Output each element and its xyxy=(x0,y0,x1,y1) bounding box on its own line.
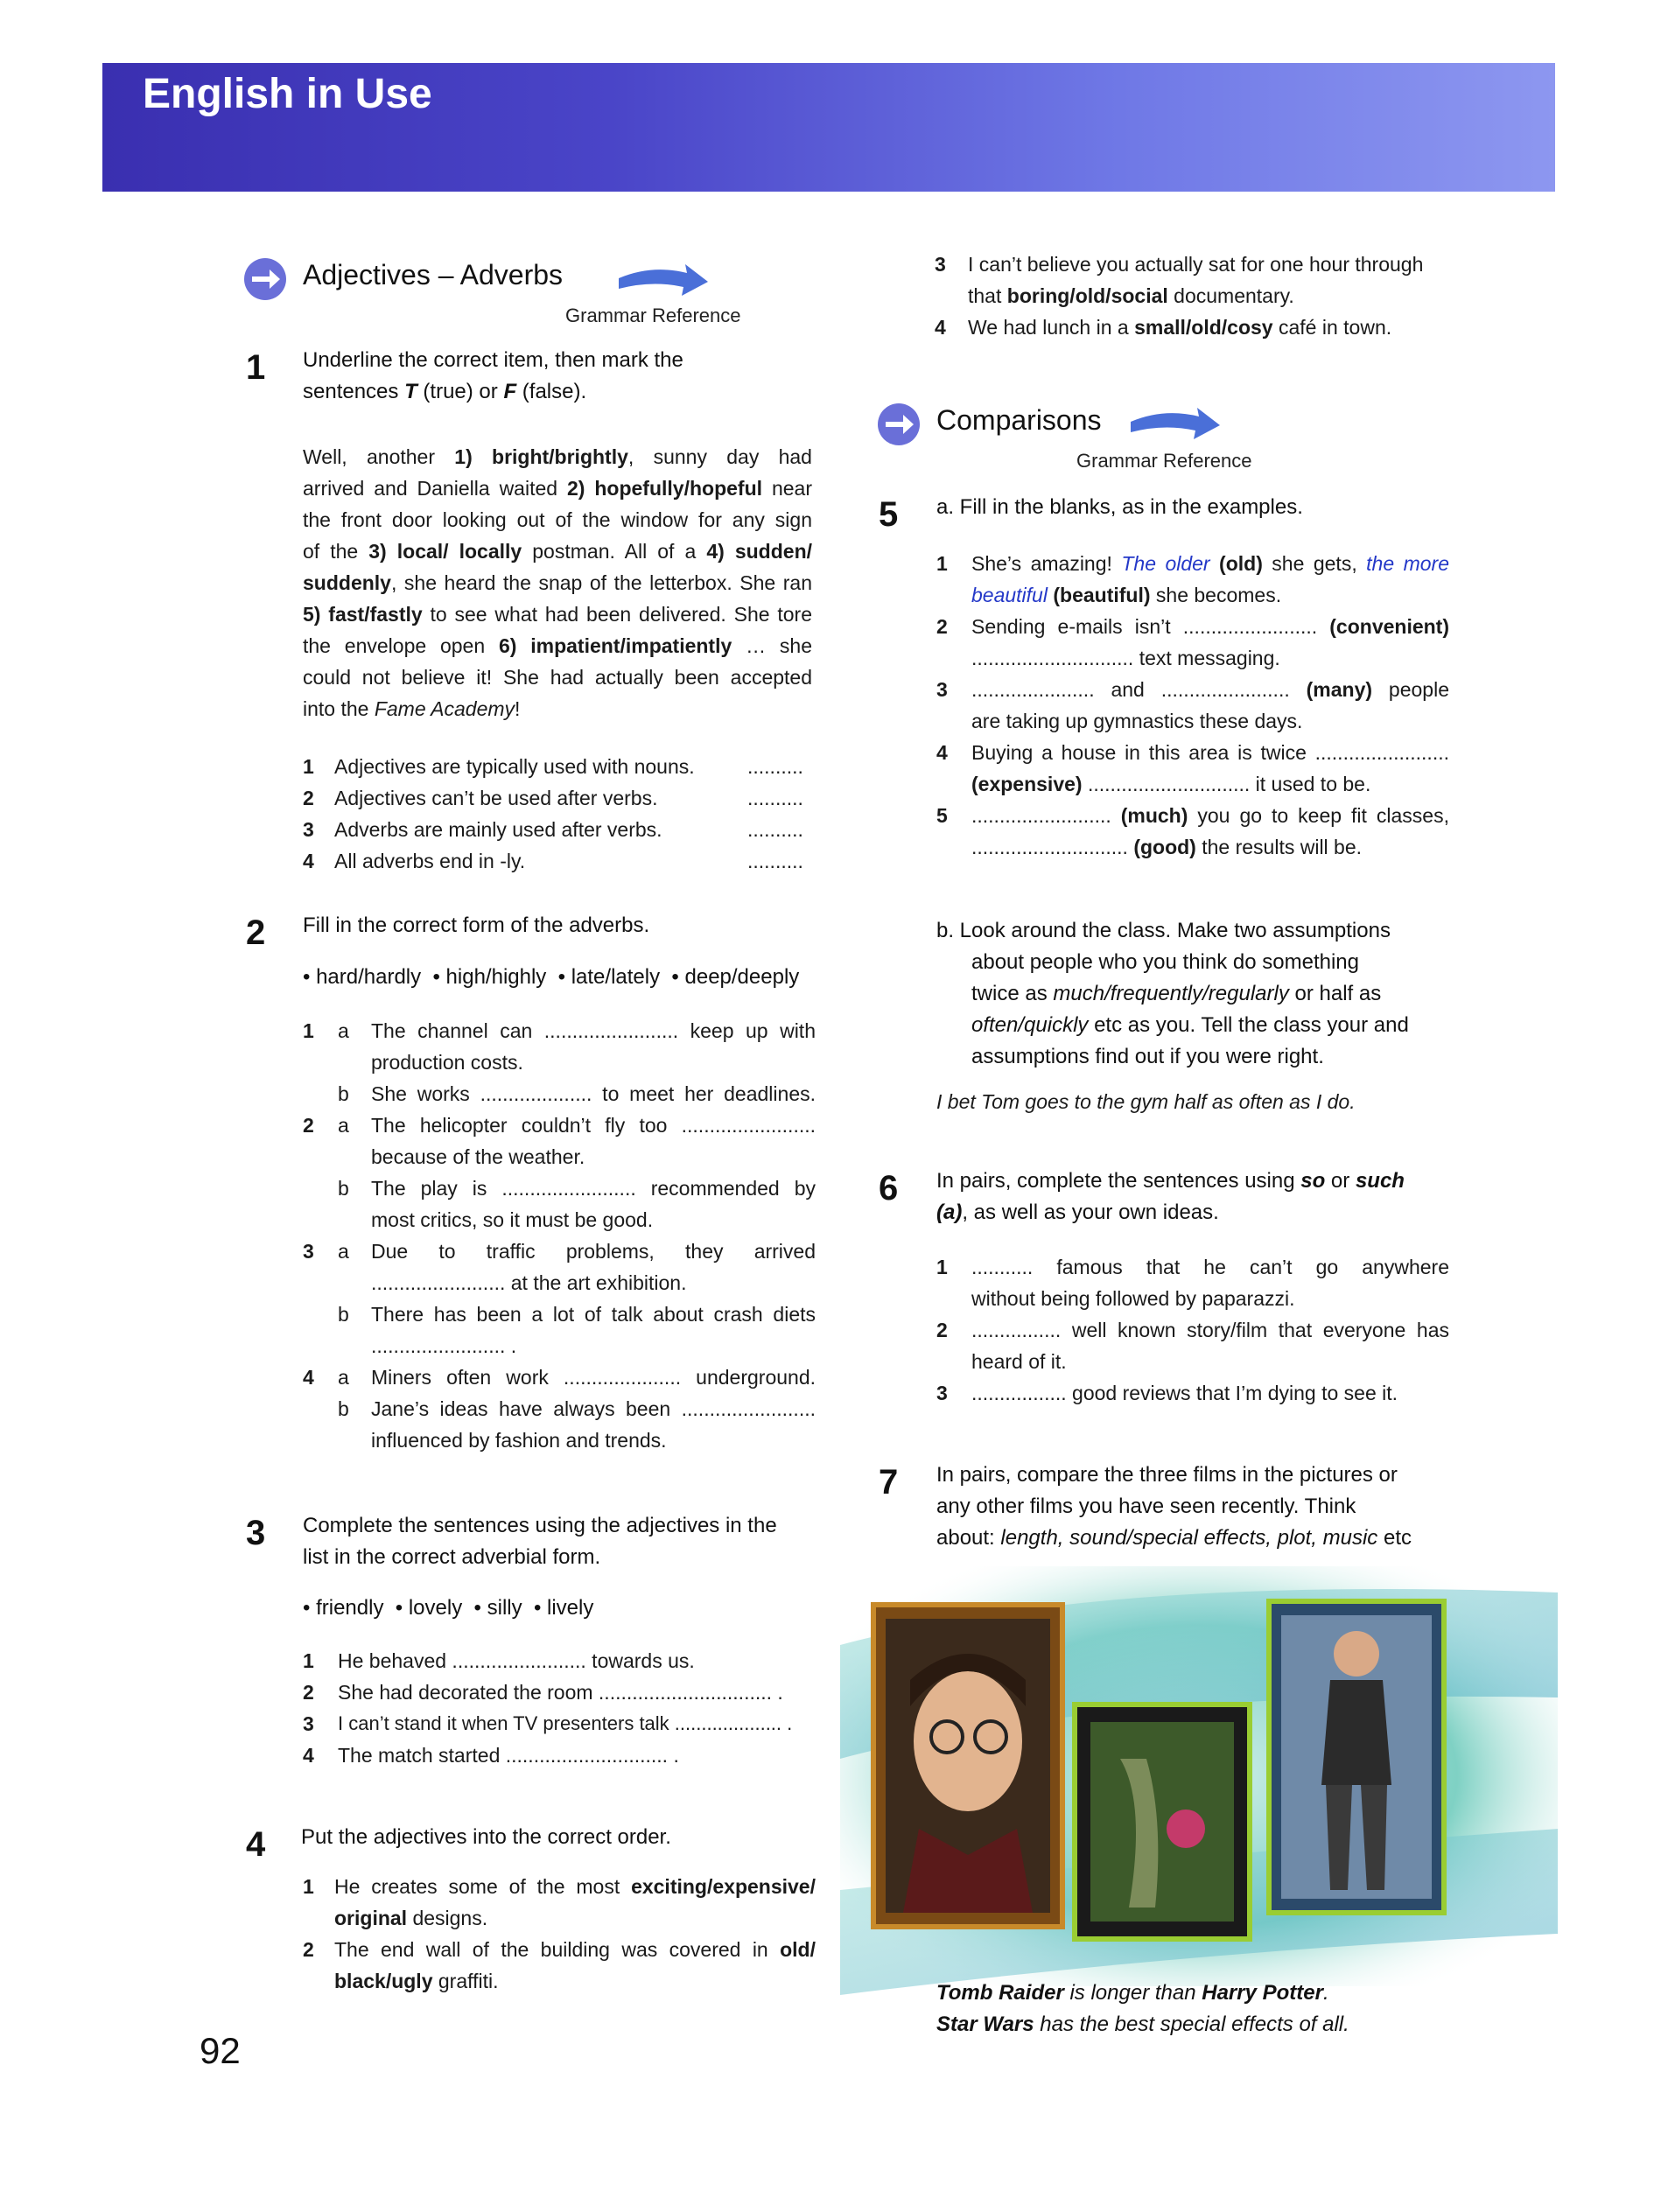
exercise-number: 3 xyxy=(246,1514,266,1552)
answer-blank[interactable]: .......... xyxy=(747,818,803,841)
exercise-instruction xyxy=(303,1510,828,1573)
example-sentence: I bet Tom goes to the gym half as often as I do. xyxy=(936,1090,1356,1113)
grammar-reference-arrow-icon xyxy=(1129,406,1221,441)
answer-blank[interactable]: .......... xyxy=(747,755,803,778)
list-item: 2 Sending e-mails isn’t ........................ (convenient) ............................. text messaging. xyxy=(936,615,1449,669)
list-item: 3 a Due to traffic problems, they arrived ........................ at the art exhibition. xyxy=(303,1240,816,1294)
reading-paragraph xyxy=(303,441,812,724)
paragraph-line: 5) fast/fastly to see what had been delivered. She tore xyxy=(303,603,813,626)
exercise-items xyxy=(936,548,1449,863)
star-wars-photo xyxy=(1090,1722,1234,1922)
paragraph-line: could not believe it! She had actually been accepted xyxy=(303,666,812,689)
list-item: 2 ................ well known story/film that everyone has heard of it. xyxy=(936,1319,1449,1373)
instruction-line: Complete the sentences using the adjectives in the xyxy=(303,1514,777,1537)
list-item: 1 She’s amazing! The older (old) she gets, the more beautiful (beautiful) she becomes. xyxy=(936,552,1449,606)
exercise-number: 5 xyxy=(879,495,899,534)
section-title-comparisons: Comparisons xyxy=(936,404,1102,436)
exercise-items xyxy=(303,1871,816,1997)
section-arrow-icon xyxy=(243,257,287,301)
paragraph-line: into the Fame Academy! xyxy=(303,697,521,720)
grammar-reference-link[interactable]: Grammar Reference xyxy=(1076,450,1252,472)
exercise-number: 2 xyxy=(246,914,266,952)
grammar-reference-arrow-icon xyxy=(617,262,709,298)
list-item: 2 a The helicopter couldn’t fly too ........................ because of the weather. xyxy=(303,1114,816,1168)
exercise-instruction: b. Look around the class. Make two assumptions about people who you think do something twice as much/frequently/regularly or half as often/quickly etc as you. Tell the class your and assumptions find out if you were right. xyxy=(936,919,1409,1068)
list-item: 3 ...................... and ....................... (many) people are taking up gymnastics these days. xyxy=(936,678,1449,732)
section-title-adjectives: Adjectives – Adverbs xyxy=(303,259,564,290)
exercise-number: 6 xyxy=(879,1169,899,1208)
list-item: 1 He creates some of the most exciting/expensive/ original designs. xyxy=(303,1875,816,1929)
list-item: 3 I can’t believe you actually sat for one hour through that boring/old/social documentary. xyxy=(935,253,1424,307)
page-number: 92 xyxy=(200,2030,241,2071)
exercise-items xyxy=(935,248,1460,343)
paragraph-line: Well, another 1) bright/brightly, sunny day had xyxy=(303,445,812,468)
instruction-line: Underline the correct item, then mark the xyxy=(303,348,683,372)
exercise-instruction: Put the adjectives into the correct order. xyxy=(301,1825,671,1849)
exercise-items xyxy=(303,1015,816,1456)
exercise-instruction: a. Fill in the blanks, as in the examples. xyxy=(936,495,1303,519)
instruction-line: sentences T (true) or F (false). xyxy=(303,380,587,403)
list-item: b She works .................... to meet her deadlines. xyxy=(338,1082,816,1105)
exercise-instruction xyxy=(303,345,819,408)
picture-caption: Tomb Raider is longer than Harry Potter. Star Wars has the best special effects of all. xyxy=(936,1981,1349,2036)
paragraph-line: suddenly, she heard the snap of the letterbox. She ran xyxy=(303,571,812,594)
exercise-instruction: In pairs, complete the sentences using so or such (a), as well as your own ideas. xyxy=(936,1169,1405,1224)
exercise-items xyxy=(936,1251,1449,1409)
page-title: English in Use xyxy=(143,71,432,117)
list-item: b There has been a lot of talk about crash diets ........................ . xyxy=(338,1303,816,1357)
paragraph-line: the front door looking out of the window for any sign xyxy=(303,508,812,531)
list-item: 3 ................. good reviews that I’m dying to see it. xyxy=(936,1382,1398,1404)
word-list: • friendly • lovely • silly • lively xyxy=(303,1596,594,1620)
exercise-number: 1 xyxy=(246,348,266,387)
list-item: 4 We had lunch in a small/old/cosy café in town. xyxy=(935,316,1392,339)
paragraph-line: the envelope open 6) impatient/impatiently … she xyxy=(303,634,813,657)
list-item: 5 ......................... (much) you go to keep fit classes, ............................ (good) the results will be. xyxy=(936,804,1449,858)
exercise-instruction: Fill in the correct form of the adverbs. xyxy=(303,914,650,937)
list-item: b Jane’s ideas have always been ........................ influenced by fashion and trends. xyxy=(338,1397,816,1452)
exercise-number: 7 xyxy=(879,1463,899,1502)
section-arrow-icon xyxy=(877,402,921,446)
exercise-number: 4 xyxy=(246,1825,266,1864)
list-item: 2 The end wall of the building was covered in old/ black/ugly graffiti. xyxy=(303,1938,816,1992)
grammar-reference-link[interactable]: Grammar Reference xyxy=(565,304,741,326)
list-item: 1 ........... famous that he can’t go anywhere without being followed by paparazzi. xyxy=(936,1256,1449,1310)
list-item: 4 Buying a house in this area is twice ........................ (expensive) ............................. it used to be. xyxy=(936,741,1449,795)
exercise-instruction: In pairs, compare the three films in the pictures or any other films you have seen recently. Think about: length, sound/special effects, plot, music etc xyxy=(936,1463,1412,1550)
list-item: 1 a The channel can ........................ keep up with production costs. xyxy=(303,1019,816,1074)
paragraph-line: of the 3) local/ locally postman. All of a 4) sudden/ xyxy=(303,540,813,563)
list-item: 4 a Miners often work ..................... underground. xyxy=(303,1366,816,1389)
answer-blank[interactable]: .......... xyxy=(747,850,803,872)
list-item: b The play is ........................ recommended by most critics, so it must be good. xyxy=(338,1177,816,1231)
word-list: • hard/hardly • high/highly • late/lately • deep/deeply xyxy=(303,965,800,989)
answer-blank[interactable]: .......... xyxy=(747,787,803,809)
instruction-line: list in the correct adverbial form. xyxy=(303,1545,601,1569)
paragraph-line: arrived and Daniella waited 2) hopefully/hopeful near xyxy=(303,477,812,500)
film-pictures-collage xyxy=(840,1540,1558,2012)
